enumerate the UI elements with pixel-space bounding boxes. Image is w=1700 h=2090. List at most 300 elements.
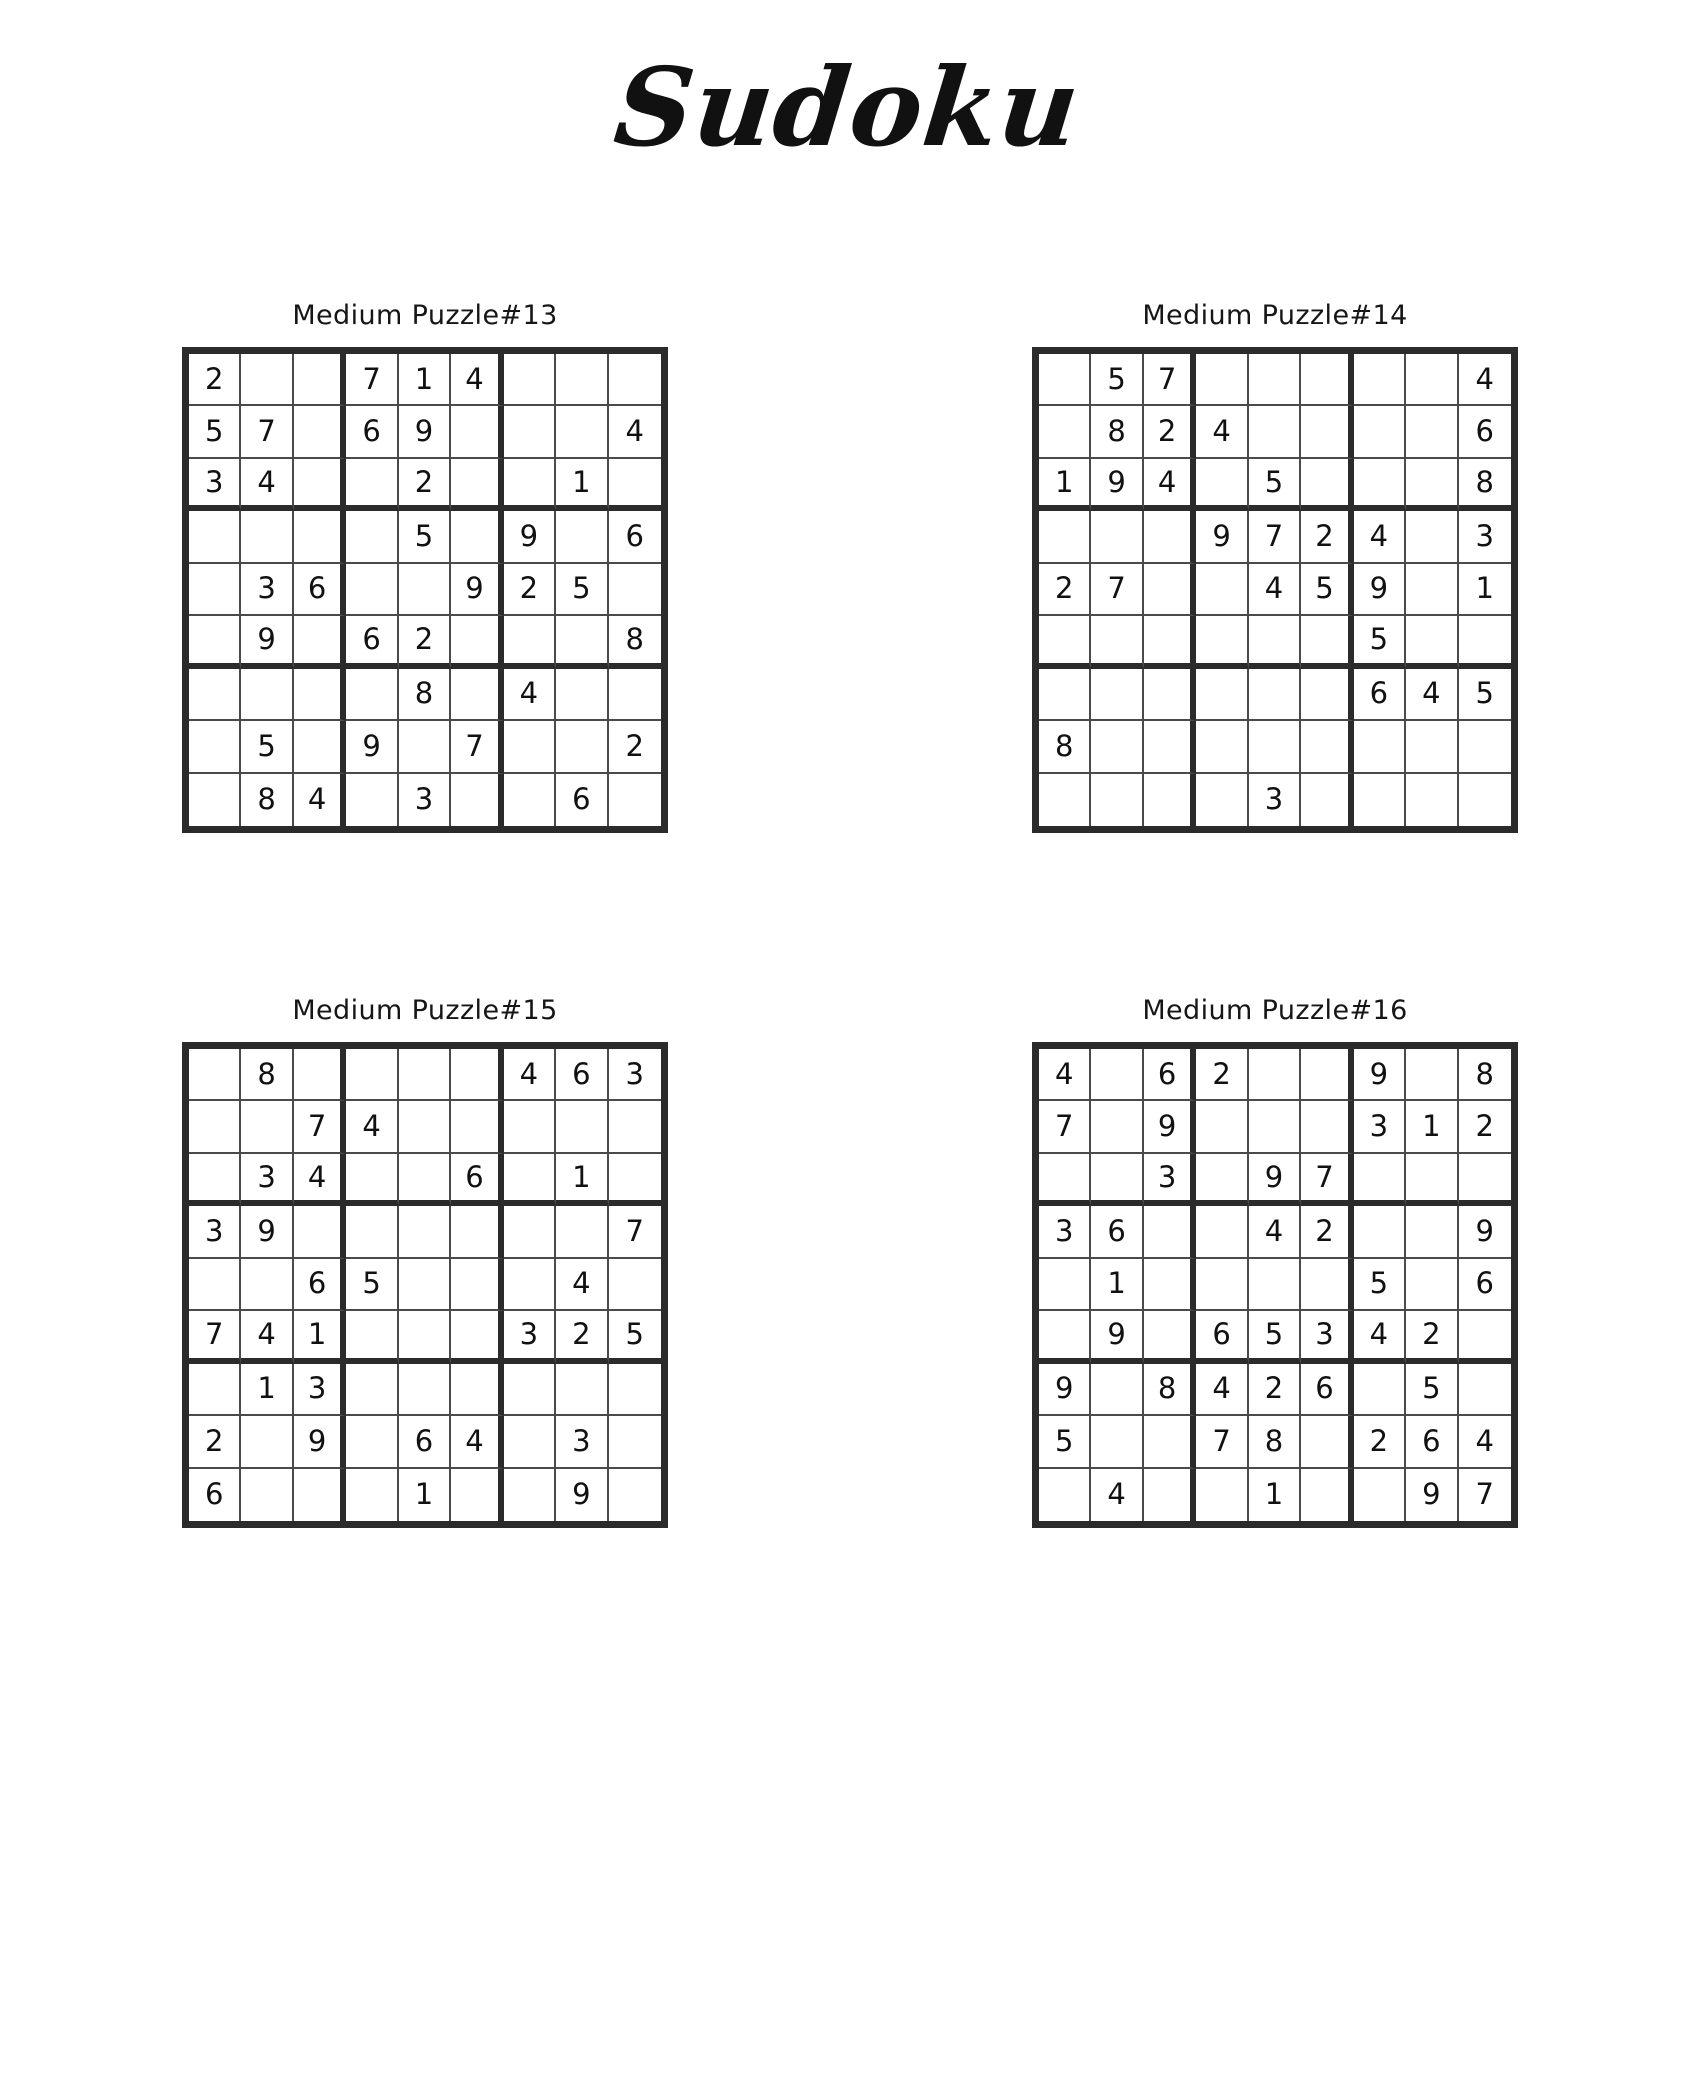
sudoku-cell[interactable]: [1196, 721, 1248, 773]
sudoku-cell[interactable]: 9: [346, 721, 398, 773]
sudoku-cell[interactable]: [451, 774, 503, 826]
sudoku-cell[interactable]: 9: [1459, 1206, 1511, 1258]
sudoku-cell[interactable]: [609, 459, 661, 511]
sudoku-cell[interactable]: [504, 459, 556, 511]
sudoku-cell[interactable]: [399, 721, 451, 773]
sudoku-cell[interactable]: [1039, 1469, 1091, 1521]
sudoku-cell[interactable]: [1406, 721, 1458, 773]
sudoku-cell[interactable]: [1249, 1259, 1301, 1311]
sudoku-cell[interactable]: 2: [1459, 1101, 1511, 1153]
sudoku-cell[interactable]: 4: [1459, 354, 1511, 406]
sudoku-cell[interactable]: [1196, 774, 1248, 826]
sudoku-cell[interactable]: [1301, 1469, 1353, 1521]
sudoku-cell[interactable]: 2: [1039, 564, 1091, 616]
sudoku-cell[interactable]: 6: [1144, 1049, 1196, 1101]
sudoku-cell[interactable]: 4: [294, 774, 346, 826]
sudoku-cell[interactable]: [346, 1206, 398, 1258]
sudoku-cell[interactable]: [1039, 616, 1091, 668]
sudoku-cell[interactable]: [609, 354, 661, 406]
sudoku-cell[interactable]: 2: [399, 459, 451, 511]
sudoku-cell[interactable]: [1091, 1101, 1143, 1153]
sudoku-cell[interactable]: 6: [1196, 1311, 1248, 1363]
sudoku-cell[interactable]: [451, 1206, 503, 1258]
sudoku-cell[interactable]: 4: [1354, 1311, 1406, 1363]
sudoku-cell[interactable]: 4: [241, 459, 293, 511]
sudoku-cell[interactable]: 5: [1039, 1416, 1091, 1468]
sudoku-cell[interactable]: 3: [1354, 1101, 1406, 1153]
sudoku-cell[interactable]: [556, 1101, 608, 1153]
sudoku-cell[interactable]: [504, 1259, 556, 1311]
sudoku-cell[interactable]: 4: [1249, 564, 1301, 616]
sudoku-cell[interactable]: [1091, 774, 1143, 826]
sudoku-cell[interactable]: 9: [1354, 564, 1406, 616]
sudoku-cell[interactable]: [1039, 1259, 1091, 1311]
sudoku-cell[interactable]: [1039, 774, 1091, 826]
sudoku-cell[interactable]: [1301, 669, 1353, 721]
sudoku-cell[interactable]: 2: [1301, 1206, 1353, 1258]
sudoku-cell[interactable]: [1354, 1206, 1406, 1258]
sudoku-cell[interactable]: 4: [504, 669, 556, 721]
sudoku-cell[interactable]: 7: [294, 1101, 346, 1153]
sudoku-cell[interactable]: 6: [346, 406, 398, 458]
sudoku-cell[interactable]: 8: [1459, 459, 1511, 511]
sudoku-cell[interactable]: [189, 1259, 241, 1311]
sudoku-grid-14[interactable]: [1032, 347, 1518, 833]
sudoku-cell[interactable]: 6: [1406, 1416, 1458, 1468]
sudoku-cell[interactable]: 9: [556, 1469, 608, 1521]
sudoku-cell[interactable]: [294, 616, 346, 668]
sudoku-cell[interactable]: [556, 616, 608, 668]
sudoku-cell[interactable]: [1144, 669, 1196, 721]
sudoku-cell[interactable]: [1354, 354, 1406, 406]
sudoku-cell[interactable]: [1144, 774, 1196, 826]
sudoku-cell[interactable]: [1039, 354, 1091, 406]
sudoku-cell[interactable]: 6: [1354, 669, 1406, 721]
sudoku-cell[interactable]: 1: [1091, 1259, 1143, 1311]
sudoku-cell[interactable]: [504, 1416, 556, 1468]
sudoku-cell[interactable]: [556, 406, 608, 458]
sudoku-cell[interactable]: [346, 459, 398, 511]
sudoku-cell[interactable]: 5: [1354, 616, 1406, 668]
sudoku-cell[interactable]: [504, 1101, 556, 1153]
sudoku-cell[interactable]: [609, 669, 661, 721]
sudoku-cell[interactable]: [294, 459, 346, 511]
sudoku-cell[interactable]: 8: [399, 669, 451, 721]
sudoku-cell[interactable]: [294, 721, 346, 773]
sudoku-cell[interactable]: [1249, 1049, 1301, 1101]
sudoku-cell[interactable]: 5: [1091, 354, 1143, 406]
sudoku-cell[interactable]: 2: [1249, 1364, 1301, 1416]
sudoku-cell[interactable]: 3: [609, 1049, 661, 1101]
sudoku-cell[interactable]: [1249, 721, 1301, 773]
sudoku-cell[interactable]: [609, 1416, 661, 1468]
sudoku-cell[interactable]: [1354, 1154, 1406, 1206]
sudoku-cell[interactable]: 3: [1301, 1311, 1353, 1363]
sudoku-cell[interactable]: [1091, 1049, 1143, 1101]
sudoku-cell[interactable]: [504, 406, 556, 458]
sudoku-cell[interactable]: 3: [1039, 1206, 1091, 1258]
sudoku-cell[interactable]: [451, 669, 503, 721]
sudoku-cell[interactable]: [1144, 1416, 1196, 1468]
sudoku-cell[interactable]: 9: [399, 406, 451, 458]
sudoku-cell[interactable]: [1144, 1206, 1196, 1258]
sudoku-cell[interactable]: [1091, 1364, 1143, 1416]
sudoku-cell[interactable]: 5: [1406, 1364, 1458, 1416]
sudoku-cell[interactable]: [1249, 406, 1301, 458]
sudoku-cell[interactable]: [399, 1364, 451, 1416]
sudoku-cell[interactable]: 9: [1091, 459, 1143, 511]
sudoku-cell[interactable]: [504, 354, 556, 406]
sudoku-cell[interactable]: [1301, 354, 1353, 406]
sudoku-cell[interactable]: 1: [399, 1469, 451, 1521]
sudoku-cell[interactable]: 8: [1249, 1416, 1301, 1468]
sudoku-cell[interactable]: 3: [1459, 511, 1511, 563]
sudoku-cell[interactable]: 6: [294, 564, 346, 616]
sudoku-cell[interactable]: 4: [504, 1049, 556, 1101]
sudoku-cell[interactable]: 5: [1301, 564, 1353, 616]
sudoku-cell[interactable]: [609, 1364, 661, 1416]
sudoku-cell[interactable]: [1406, 1154, 1458, 1206]
sudoku-cell[interactable]: [1091, 1154, 1143, 1206]
sudoku-cell[interactable]: [399, 564, 451, 616]
sudoku-cell[interactable]: 4: [1144, 459, 1196, 511]
sudoku-cell[interactable]: [189, 721, 241, 773]
sudoku-cell[interactable]: [294, 669, 346, 721]
sudoku-cell[interactable]: 4: [1249, 1206, 1301, 1258]
sudoku-cell[interactable]: 9: [1249, 1154, 1301, 1206]
sudoku-cell[interactable]: 5: [346, 1259, 398, 1311]
sudoku-cell[interactable]: 8: [1459, 1049, 1511, 1101]
sudoku-cell[interactable]: [1144, 1311, 1196, 1363]
sudoku-cell[interactable]: [189, 1049, 241, 1101]
sudoku-cell[interactable]: 3: [1249, 774, 1301, 826]
sudoku-cell[interactable]: [1459, 1364, 1511, 1416]
sudoku-cell[interactable]: 1: [1459, 564, 1511, 616]
sudoku-cell[interactable]: [1196, 616, 1248, 668]
sudoku-cell[interactable]: [189, 1364, 241, 1416]
sudoku-cell[interactable]: 2: [1354, 1416, 1406, 1468]
sudoku-cell[interactable]: [1091, 1416, 1143, 1468]
sudoku-cell[interactable]: 2: [1406, 1311, 1458, 1363]
sudoku-cell[interactable]: 6: [294, 1259, 346, 1311]
sudoku-cell[interactable]: 4: [1406, 669, 1458, 721]
sudoku-cell[interactable]: 7: [1039, 1101, 1091, 1153]
sudoku-cell[interactable]: [346, 1154, 398, 1206]
sudoku-cell[interactable]: [1196, 669, 1248, 721]
sudoku-cell[interactable]: [1249, 669, 1301, 721]
sudoku-cell[interactable]: 5: [556, 564, 608, 616]
sudoku-grid-16[interactable]: [1032, 1042, 1518, 1528]
sudoku-cell[interactable]: [1301, 1101, 1353, 1153]
sudoku-cell[interactable]: 8: [241, 1049, 293, 1101]
sudoku-cell[interactable]: [399, 1311, 451, 1363]
sudoku-cell[interactable]: [504, 1364, 556, 1416]
sudoku-cell[interactable]: [1406, 406, 1458, 458]
sudoku-cell[interactable]: [346, 1049, 398, 1101]
sudoku-cell[interactable]: [189, 1101, 241, 1153]
sudoku-cell[interactable]: [451, 1311, 503, 1363]
sudoku-cell[interactable]: 4: [1196, 406, 1248, 458]
sudoku-cell[interactable]: 4: [294, 1154, 346, 1206]
sudoku-cell[interactable]: 1: [399, 354, 451, 406]
sudoku-cell[interactable]: [189, 564, 241, 616]
sudoku-grid-13[interactable]: [182, 347, 668, 833]
sudoku-cell[interactable]: [189, 669, 241, 721]
sudoku-cell[interactable]: 1: [1249, 1469, 1301, 1521]
sudoku-cell[interactable]: 4: [1196, 1364, 1248, 1416]
sudoku-cell[interactable]: [1144, 1259, 1196, 1311]
sudoku-cell[interactable]: [346, 1311, 398, 1363]
sudoku-cell[interactable]: [346, 774, 398, 826]
sudoku-cell[interactable]: [1301, 1416, 1353, 1468]
sudoku-cell[interactable]: [1354, 406, 1406, 458]
sudoku-cell[interactable]: 8: [241, 774, 293, 826]
sudoku-cell[interactable]: 9: [1406, 1469, 1458, 1521]
sudoku-cell[interactable]: [346, 511, 398, 563]
sudoku-cell[interactable]: [451, 1364, 503, 1416]
sudoku-cell[interactable]: [1196, 1154, 1248, 1206]
sudoku-cell[interactable]: 3: [241, 1154, 293, 1206]
sudoku-cell[interactable]: [504, 721, 556, 773]
sudoku-cell[interactable]: [1196, 1259, 1248, 1311]
sudoku-cell[interactable]: 9: [1354, 1049, 1406, 1101]
sudoku-cell[interactable]: 7: [1144, 354, 1196, 406]
sudoku-cell[interactable]: 7: [451, 721, 503, 773]
sudoku-cell[interactable]: [1406, 564, 1458, 616]
sudoku-cell[interactable]: [189, 511, 241, 563]
sudoku-cell[interactable]: 7: [1196, 1416, 1248, 1468]
sudoku-cell[interactable]: 3: [189, 1206, 241, 1258]
sudoku-cell[interactable]: 4: [346, 1101, 398, 1153]
sudoku-cell[interactable]: [504, 1469, 556, 1521]
sudoku-cell[interactable]: [241, 354, 293, 406]
sudoku-cell[interactable]: 4: [451, 354, 503, 406]
sudoku-cell[interactable]: [399, 1206, 451, 1258]
sudoku-cell[interactable]: 3: [1144, 1154, 1196, 1206]
sudoku-cell[interactable]: 9: [1196, 511, 1248, 563]
sudoku-cell[interactable]: [1144, 616, 1196, 668]
sudoku-cell[interactable]: 9: [294, 1416, 346, 1468]
sudoku-cell[interactable]: [399, 1259, 451, 1311]
sudoku-cell[interactable]: [241, 1469, 293, 1521]
sudoku-cell[interactable]: 4: [451, 1416, 503, 1468]
sudoku-cell[interactable]: [1406, 459, 1458, 511]
sudoku-cell[interactable]: 9: [504, 511, 556, 563]
sudoku-cell[interactable]: [556, 721, 608, 773]
sudoku-cell[interactable]: 6: [1091, 1206, 1143, 1258]
sudoku-cell[interactable]: [609, 1154, 661, 1206]
sudoku-cell[interactable]: [1406, 354, 1458, 406]
sudoku-cell[interactable]: [1301, 774, 1353, 826]
sudoku-cell[interactable]: [451, 616, 503, 668]
sudoku-cell[interactable]: [294, 1469, 346, 1521]
sudoku-cell[interactable]: [1301, 406, 1353, 458]
sudoku-cell[interactable]: [1196, 459, 1248, 511]
sudoku-cell[interactable]: [1039, 406, 1091, 458]
sudoku-cell[interactable]: [1196, 1469, 1248, 1521]
sudoku-cell[interactable]: 4: [1354, 511, 1406, 563]
sudoku-cell[interactable]: 4: [609, 406, 661, 458]
sudoku-cell[interactable]: 9: [1091, 1311, 1143, 1363]
sudoku-cell[interactable]: 8: [609, 616, 661, 668]
sudoku-cell[interactable]: [556, 669, 608, 721]
sudoku-cell[interactable]: [451, 1259, 503, 1311]
sudoku-cell[interactable]: [1091, 669, 1143, 721]
sudoku-cell[interactable]: [1091, 511, 1143, 563]
sudoku-cell[interactable]: 2: [1144, 406, 1196, 458]
sudoku-cell[interactable]: [1459, 774, 1511, 826]
sudoku-cell[interactable]: 5: [1459, 669, 1511, 721]
sudoku-cell[interactable]: 7: [346, 354, 398, 406]
sudoku-cell[interactable]: 1: [294, 1311, 346, 1363]
sudoku-cell[interactable]: 6: [556, 1049, 608, 1101]
sudoku-cell[interactable]: [556, 1206, 608, 1258]
sudoku-cell[interactable]: 2: [609, 721, 661, 773]
sudoku-cell[interactable]: [189, 1154, 241, 1206]
sudoku-cell[interactable]: [1406, 774, 1458, 826]
sudoku-cell[interactable]: [1196, 1101, 1248, 1153]
sudoku-cell[interactable]: 6: [346, 616, 398, 668]
sudoku-cell[interactable]: 3: [294, 1364, 346, 1416]
sudoku-cell[interactable]: 3: [399, 774, 451, 826]
sudoku-cell[interactable]: [241, 511, 293, 563]
sudoku-cell[interactable]: [609, 1469, 661, 1521]
sudoku-cell[interactable]: 9: [241, 1206, 293, 1258]
sudoku-cell[interactable]: 5: [609, 1311, 661, 1363]
sudoku-cell[interactable]: [1144, 1469, 1196, 1521]
sudoku-grid-15[interactable]: [182, 1042, 668, 1528]
sudoku-cell[interactable]: 8: [1039, 721, 1091, 773]
sudoku-cell[interactable]: [451, 1469, 503, 1521]
sudoku-cell[interactable]: [1459, 721, 1511, 773]
sudoku-cell[interactable]: [1091, 616, 1143, 668]
sudoku-cell[interactable]: 7: [241, 406, 293, 458]
sudoku-cell[interactable]: [1459, 1154, 1511, 1206]
sudoku-cell[interactable]: [504, 616, 556, 668]
sudoku-cell[interactable]: [504, 774, 556, 826]
sudoku-cell[interactable]: [1406, 1049, 1458, 1101]
sudoku-cell[interactable]: [346, 1416, 398, 1468]
sudoku-cell[interactable]: 4: [556, 1259, 608, 1311]
sudoku-cell[interactable]: [1354, 721, 1406, 773]
sudoku-cell[interactable]: [1039, 669, 1091, 721]
sudoku-cell[interactable]: [346, 1469, 398, 1521]
sudoku-cell[interactable]: [294, 511, 346, 563]
sudoku-cell[interactable]: [1406, 1259, 1458, 1311]
sudoku-cell[interactable]: 4: [241, 1311, 293, 1363]
sudoku-cell[interactable]: 2: [189, 354, 241, 406]
sudoku-cell[interactable]: [1301, 721, 1353, 773]
sudoku-cell[interactable]: 9: [451, 564, 503, 616]
sudoku-cell[interactable]: 4: [1459, 1416, 1511, 1468]
sudoku-cell[interactable]: [1406, 1206, 1458, 1258]
sudoku-cell[interactable]: 7: [1301, 1154, 1353, 1206]
sudoku-cell[interactable]: [1301, 1049, 1353, 1101]
sudoku-cell[interactable]: [609, 774, 661, 826]
sudoku-cell[interactable]: 9: [1144, 1101, 1196, 1153]
sudoku-cell[interactable]: [451, 1049, 503, 1101]
sudoku-cell[interactable]: 5: [1249, 1311, 1301, 1363]
sudoku-cell[interactable]: [1039, 511, 1091, 563]
sudoku-cell[interactable]: 5: [189, 406, 241, 458]
sudoku-cell[interactable]: [1354, 1364, 1406, 1416]
sudoku-cell[interactable]: [346, 564, 398, 616]
sudoku-cell[interactable]: [1406, 616, 1458, 668]
sudoku-cell[interactable]: [294, 1049, 346, 1101]
sudoku-cell[interactable]: 2: [189, 1416, 241, 1468]
sudoku-cell[interactable]: 1: [556, 459, 608, 511]
sudoku-cell[interactable]: [451, 511, 503, 563]
sudoku-cell[interactable]: 6: [556, 774, 608, 826]
sudoku-cell[interactable]: [1039, 1311, 1091, 1363]
sudoku-cell[interactable]: 2: [504, 564, 556, 616]
sudoku-cell[interactable]: 1: [1039, 459, 1091, 511]
sudoku-cell[interactable]: 3: [241, 564, 293, 616]
sudoku-cell[interactable]: [1354, 459, 1406, 511]
sudoku-cell[interactable]: 7: [609, 1206, 661, 1258]
sudoku-cell[interactable]: 6: [1459, 1259, 1511, 1311]
sudoku-cell[interactable]: 6: [451, 1154, 503, 1206]
sudoku-cell[interactable]: 5: [399, 511, 451, 563]
sudoku-cell[interactable]: 3: [189, 459, 241, 511]
sudoku-cell[interactable]: 2: [556, 1311, 608, 1363]
sudoku-cell[interactable]: [1301, 1259, 1353, 1311]
sudoku-cell[interactable]: [399, 1101, 451, 1153]
sudoku-cell[interactable]: 4: [1039, 1049, 1091, 1101]
sudoku-cell[interactable]: 9: [1039, 1364, 1091, 1416]
sudoku-cell[interactable]: 7: [1459, 1469, 1511, 1521]
sudoku-cell[interactable]: 8: [1091, 406, 1143, 458]
sudoku-cell[interactable]: 6: [1459, 406, 1511, 458]
sudoku-cell[interactable]: [1144, 511, 1196, 563]
sudoku-cell[interactable]: 5: [1354, 1259, 1406, 1311]
sudoku-cell[interactable]: [346, 1364, 398, 1416]
sudoku-cell[interactable]: [609, 1259, 661, 1311]
sudoku-cell[interactable]: [189, 616, 241, 668]
sudoku-cell[interactable]: [1301, 459, 1353, 511]
sudoku-cell[interactable]: 7: [1091, 564, 1143, 616]
sudoku-cell[interactable]: 1: [1406, 1101, 1458, 1153]
sudoku-cell[interactable]: 6: [399, 1416, 451, 1468]
sudoku-cell[interactable]: [399, 1049, 451, 1101]
sudoku-cell[interactable]: 4: [1091, 1469, 1143, 1521]
sudoku-cell[interactable]: [1354, 1469, 1406, 1521]
sudoku-cell[interactable]: 2: [1196, 1049, 1248, 1101]
sudoku-cell[interactable]: [1144, 721, 1196, 773]
sudoku-cell[interactable]: [556, 1364, 608, 1416]
sudoku-cell[interactable]: [241, 1101, 293, 1153]
sudoku-cell[interactable]: [556, 511, 608, 563]
sudoku-cell[interactable]: 5: [241, 721, 293, 773]
sudoku-cell[interactable]: [294, 354, 346, 406]
sudoku-cell[interactable]: 3: [556, 1416, 608, 1468]
sudoku-cell[interactable]: [1354, 774, 1406, 826]
sudoku-cell[interactable]: [1459, 1311, 1511, 1363]
sudoku-cell[interactable]: 3: [504, 1311, 556, 1363]
sudoku-cell[interactable]: 7: [1249, 511, 1301, 563]
sudoku-cell[interactable]: [1196, 354, 1248, 406]
sudoku-cell[interactable]: [241, 669, 293, 721]
sudoku-cell[interactable]: 9: [241, 616, 293, 668]
sudoku-cell[interactable]: [346, 669, 398, 721]
sudoku-cell[interactable]: 2: [399, 616, 451, 668]
sudoku-cell[interactable]: 1: [556, 1154, 608, 1206]
sudoku-cell[interactable]: [451, 1101, 503, 1153]
sudoku-cell[interactable]: [1249, 616, 1301, 668]
sudoku-cell[interactable]: [1249, 1101, 1301, 1153]
sudoku-cell[interactable]: [294, 1206, 346, 1258]
sudoku-cell[interactable]: [1301, 616, 1353, 668]
